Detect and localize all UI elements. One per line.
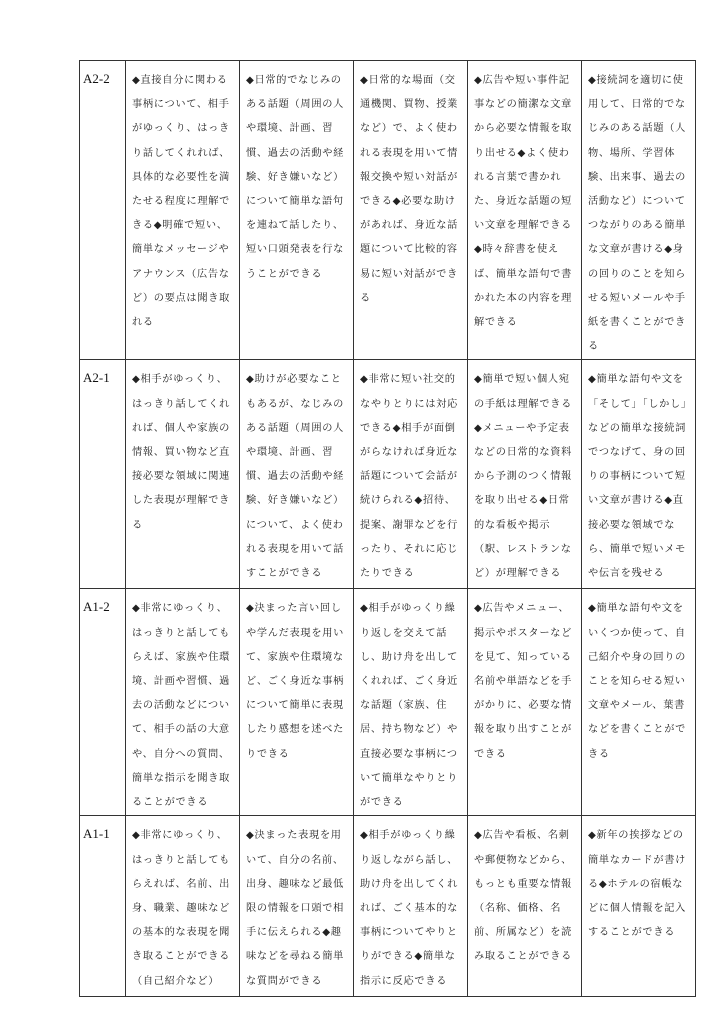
reading-cell: ◆広告やメニュー、掲示やポスターなどを見て、知っている名前や単語などを手がかりに、必要な情報を取り出すことができる <box>468 589 582 816</box>
speaking-production-cell: ◆日常的でなじみのある話題（周囲の人や環境、計画、習慣、過去の活動や経験、好き嫌いなど）について簡単な語句を連ねて話したり、短い口頭発表を行なうことができる <box>240 61 354 360</box>
speaking-interaction-cell: ◆相手がゆっくり繰り返しながら話し、助け舟を出してくれれば、ごく基本的な事柄についてやりとりができる◆簡単な指示に反応できる <box>354 816 468 997</box>
table-row <box>80 61 696 360</box>
speaking-interaction-cell: ◆非常に短い社交的なやりとりには対応できる◆相手が面倒がらなければ身近な話題について会話が続けられる◆招待、提案、謝罪などを行ったり、それに応じたりできる <box>354 360 468 589</box>
level-label: A1-2 <box>80 589 126 816</box>
table-row <box>80 816 696 997</box>
writing-cell: ◆接続詞を適切に使用して、日常的でなじみのある話題（人物、場所、学習体験、出来事、過去の活動など）についてつながりのある簡単な文章が書ける◆身の回りのことを知らせる短いメールや手紙を書くことができる <box>582 61 696 360</box>
listening-cell: ◆非常にゆっくり、はっきりと話してもらえれば、名前、出身、職業、趣味などの基本的な表現を聞き取ることができる（自己紹介など） <box>126 816 240 997</box>
table-row <box>80 589 696 816</box>
writing-cell: ◆新年の挨拶などの簡単なカードが書ける◆ホテルの宿帳などに個人情報を記入することができる <box>582 816 696 997</box>
writing-cell: ◆簡単な語句や文を「そして」「しかし」などの簡単な接続詞でつなげて、身の回りの事柄について短い文章が書ける◆直接必要な領域でなら、簡単で短いメモや伝言を残せる <box>582 360 696 589</box>
table-row <box>80 360 696 589</box>
speaking-production-cell: ◆決まった表現を用いて、自分の名前、出身、趣味など最低限の情報を口頭で相手に伝えられる◆趣味などを尋ねる簡単な質問ができる <box>240 816 354 997</box>
speaking-interaction-cell: ◆日常的な場面（交通機関、買物、授業など）で、よく使われる表現を用いて情報交換や短い対話ができる◆必要な助けがあれば、身近な話題について比較的容易に短い対話ができる <box>354 61 468 360</box>
level-label: A2-2 <box>80 61 126 360</box>
listening-cell: ◆相手がゆっくり、はっきり話してくれれば、個人や家族の情報、買い物など直接必要な領域に関連した表現が理解できる <box>126 360 240 589</box>
reading-cell: ◆広告や看板、名刺や郵便物などから、もっとも重要な情報（名称、価格、名前、所属など）を読み取ることができる <box>468 816 582 997</box>
reading-cell: ◆広告や短い事件記事などの簡潔な文章から必要な情報を取り出せる◆よく使われる言葉で書かれた、身近な話題の短い文章を理解できる◆時々辞書を使えば、簡単な語句で書かれた本の内容を理解できる <box>468 61 582 360</box>
listening-cell: ◆非常にゆっくり、はっきりと話してもらえば、家族や住環境、計画や習慣、過去の活動などについて、相手の話の大意や、自分への質問、簡単な指示を聞き取ることができる <box>126 589 240 816</box>
speaking-production-cell: ◆助けが必要なこともあるが、なじみのある話題（周囲の人や環境、計画、習慣、過去の活動や経験、好き嫌いなど）について、よく使われる表現を用いて話すことができる <box>240 360 354 589</box>
level-label: A2-1 <box>80 360 126 589</box>
reading-cell: ◆簡単で短い個人宛の手紙は理解できる◆メニューや予定表などの日常的な資料から予測のつく情報を取り出せる◆日常的な看板や掲示（駅、レストランなど）が理解できる <box>468 360 582 589</box>
speaking-interaction-cell: ◆相手がゆっくり繰り返しを交えて話し、助け舟を出してくれれば、ごく身近な話題（家族、住居、持ち物など）や直接必要な事柄について簡単なやりとりができる <box>354 589 468 816</box>
writing-cell: ◆簡単な語句や文をいくつか使って、自己紹介や身の回りのことを知らせる短い文章やメール、葉書などを書くことができる <box>582 589 696 816</box>
speaking-production-cell: ◆決まった言い回しや学んだ表現を用いて、家族や住環境など、ごく身近な事柄について簡単に表現したり感想を述べたりできる <box>240 589 354 816</box>
listening-cell: ◆直接自分に関わる事柄について、相手がゆっくり、はっきり話してくれれば、具体的な必要性を満たせる程度に理解できる◆明確で短い、簡単なメッセージやアナウンス（広告など）の要点は聞き取れる <box>126 61 240 360</box>
can-do-table <box>79 60 696 997</box>
level-label: A1-1 <box>80 816 126 997</box>
